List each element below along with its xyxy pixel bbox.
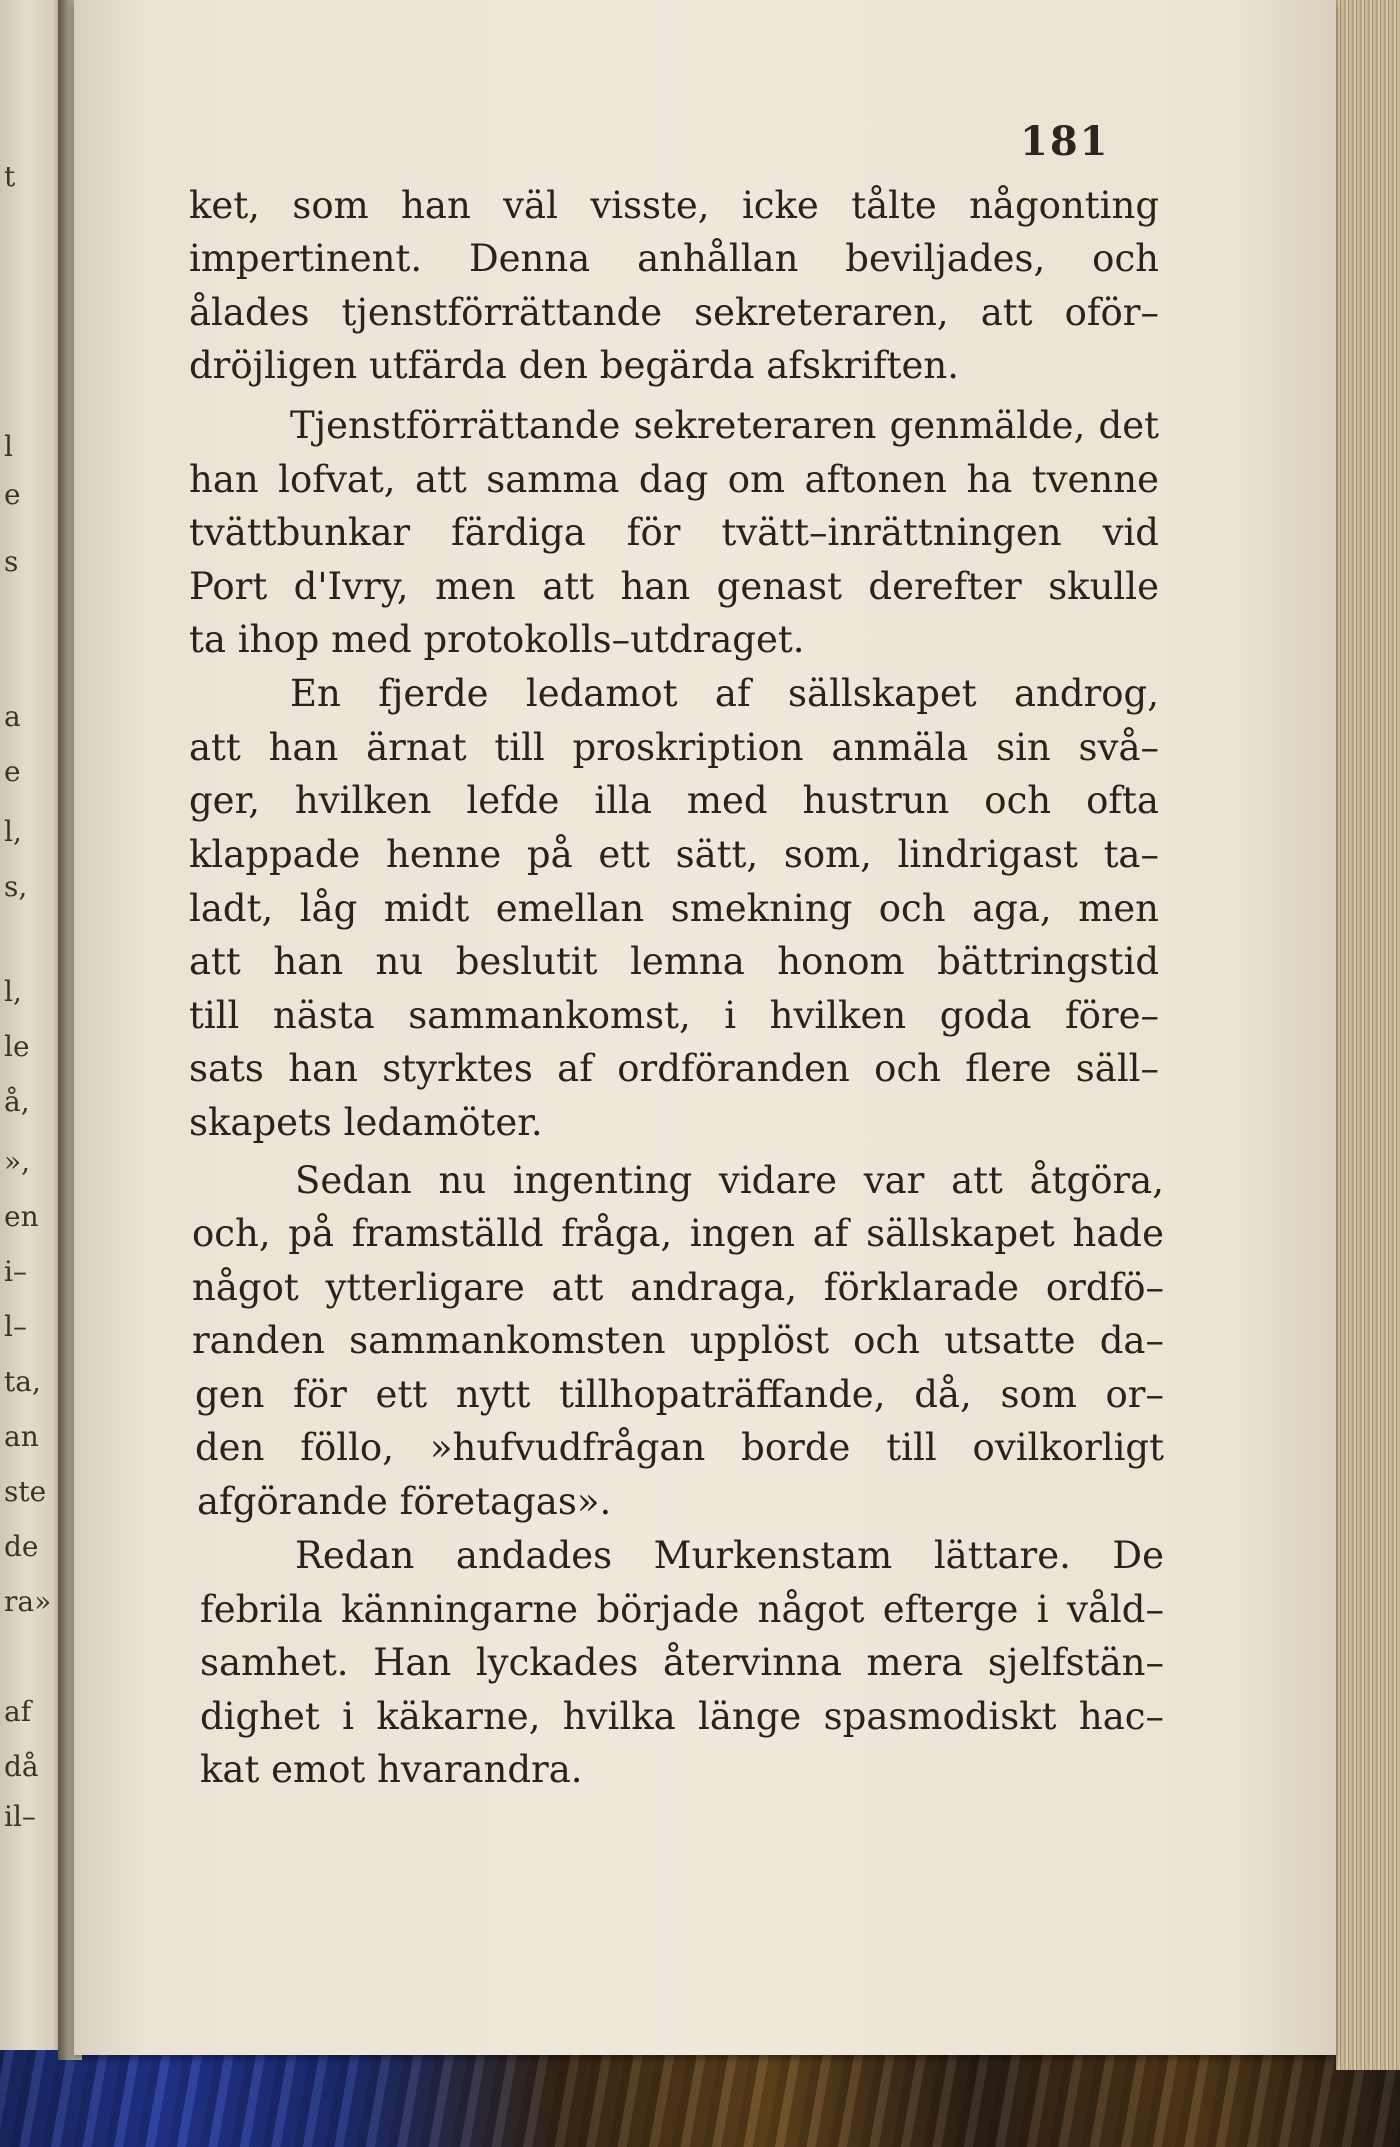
text-line: han lofvat, att samma dag om aftonen ha tvenne xyxy=(189,458,1159,501)
left-page-fragment: af xyxy=(4,1695,32,1728)
text-line: sats han styrktes af ordföranden och flere säll– xyxy=(189,1047,1159,1090)
page-number: 181 xyxy=(1020,118,1110,165)
left-page-fragment: le xyxy=(4,1030,30,1063)
left-page-fragment: ra» xyxy=(4,1585,52,1618)
text-line: och, på framställd fråga, ingen af sällskapet hade xyxy=(192,1212,1164,1255)
left-page-fragment: i– xyxy=(4,1255,27,1288)
left-page-fragment: s xyxy=(4,545,19,578)
left-page-fragment: e xyxy=(4,478,21,511)
text-line: ålades tjenstförrättande sekreteraren, att oför– xyxy=(189,291,1159,334)
left-page-fragment: a xyxy=(4,700,21,733)
text-line: tvättbunkar färdiga för tvätt–inrättningen vid xyxy=(189,511,1159,554)
left-page-fragment: då xyxy=(4,1750,39,1783)
text-line: att han ärnat till proskription anmäla sin svå– xyxy=(189,726,1159,769)
text-line: samhet. Han lyckades återvinna mera sjelfstän– xyxy=(200,1641,1164,1684)
text-line: kat emot hvarandra. xyxy=(200,1748,583,1791)
text-line: ger, hvilken lefde illa med hustrun och ofta xyxy=(189,779,1159,822)
left-page-fragment: l, xyxy=(4,975,22,1008)
text-line: Port d'Ivry, men att han genast derefter skulle xyxy=(189,565,1159,608)
left-page-fragment: », xyxy=(4,1145,31,1178)
left-page-margin xyxy=(0,0,66,2050)
text-line: dröjligen utfärda den begärda afskriften. xyxy=(189,344,960,387)
left-page-fragment: en xyxy=(4,1200,39,1233)
left-page-fragment: an xyxy=(4,1420,39,1453)
text-line: dighet i käkarne, hvilka länge spasmodiskt hac– xyxy=(200,1695,1164,1738)
text-line: klappade henne på ett sätt, som, lindrigast ta– xyxy=(189,833,1159,876)
left-page-fragment: ta, xyxy=(4,1365,41,1398)
text-line: ladt, låg midt emellan smekning och aga, men xyxy=(189,887,1159,930)
left-page-fragment: t xyxy=(4,160,16,193)
text-line: Tjenstförrättande sekreteraren genmälde, det xyxy=(290,404,1159,447)
left-page-fragment: l xyxy=(4,430,13,463)
text-line: afgörande företagas». xyxy=(197,1480,612,1523)
text-line: ta ihop med protokolls–utdraget. xyxy=(189,618,805,661)
text-line: randen sammankomsten upplöst och utsatte da– xyxy=(192,1319,1164,1362)
left-page-fragment: l– xyxy=(4,1310,27,1343)
text-line: impertinent. Denna anhållan beviljades, och xyxy=(189,237,1159,280)
left-page-fragment: de xyxy=(4,1530,39,1563)
left-page-fragment: l, xyxy=(4,815,22,848)
text-line: En fjerde ledamot af sällskapet androg, xyxy=(290,672,1159,715)
page-edges xyxy=(1336,0,1400,2070)
left-page-fragment: å, xyxy=(4,1085,30,1118)
text-line: att han nu beslutit lemna honom bättringstid xyxy=(189,940,1159,983)
text-line: den föllo, »hufvudfrågan borde till ovilkorligt xyxy=(195,1426,1164,1469)
text-line: ket, som han väl visste, icke tålte någonting xyxy=(189,184,1159,227)
left-page-fragment: s, xyxy=(4,870,28,903)
text-line: Redan andades Murkenstam lättare. De xyxy=(295,1534,1164,1577)
text-line: något ytterligare att andraga, förklarade ordfö– xyxy=(192,1266,1164,1309)
text-line: till nästa sammankomst, i hvilken goda före– xyxy=(189,994,1159,1037)
left-page-fragment: ste xyxy=(4,1475,47,1508)
text-line: febrila känningarne började något efterge i våld– xyxy=(200,1588,1164,1631)
text-line: Sedan nu ingenting vidare var att åtgöra, xyxy=(295,1159,1164,1202)
text-line: gen för ett nytt tillhopaträffande, då, som or– xyxy=(195,1373,1164,1416)
text-line: skapets ledamöter. xyxy=(189,1101,543,1144)
left-page-fragment: e xyxy=(4,755,21,788)
left-page-fragment: il– xyxy=(4,1800,36,1833)
